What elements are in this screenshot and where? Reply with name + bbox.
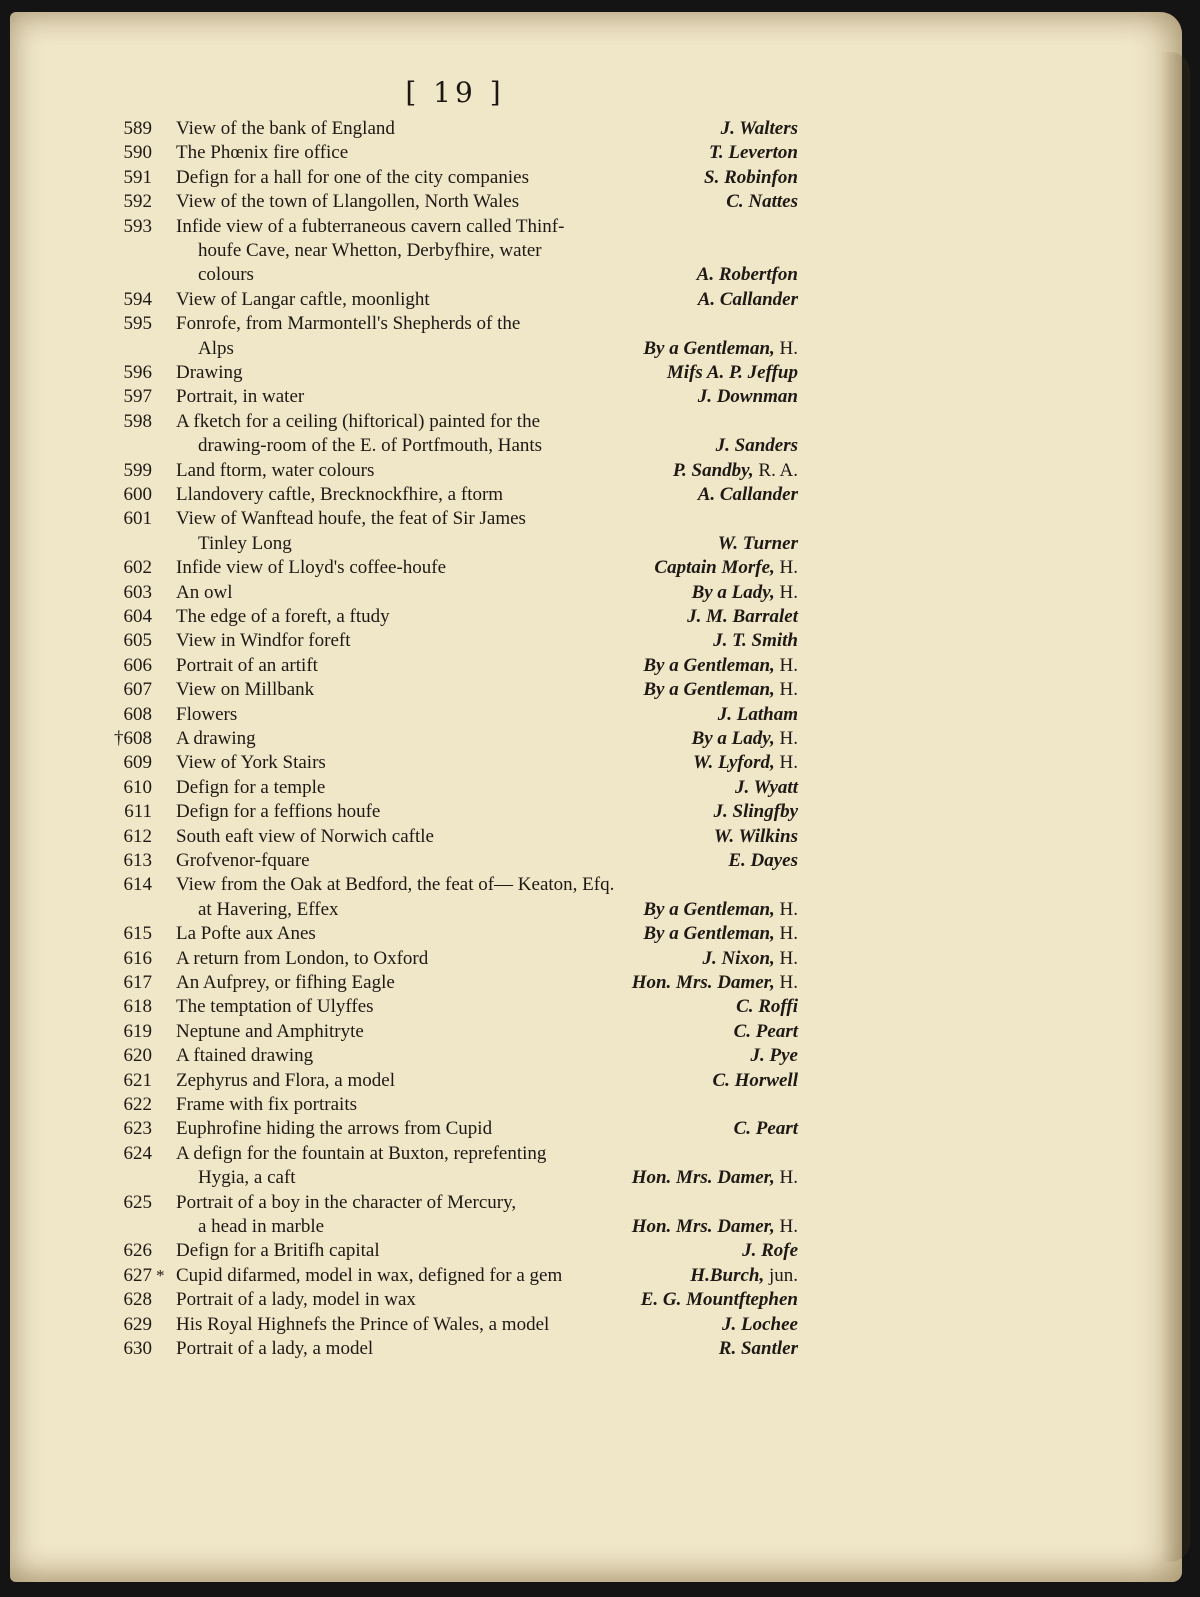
entry-title: Neptune and Amphitryte xyxy=(176,1020,364,1042)
entry-artist xyxy=(735,776,798,800)
entry-title: View of York Stairs xyxy=(176,752,326,774)
entry-artist xyxy=(734,1020,798,1044)
entry-artist xyxy=(712,1069,798,1093)
entry-artist xyxy=(718,532,798,556)
entry-number: 614 xyxy=(123,874,152,896)
entry-line xyxy=(0,312,1200,336)
entry-title: His Royal Highnefs the Prince of Wales, a model xyxy=(176,1313,550,1335)
artist-suffix: H. xyxy=(774,679,798,701)
entry-artist xyxy=(654,556,798,580)
entry-number: 598 xyxy=(123,410,152,432)
entry-artist xyxy=(632,971,798,995)
artist-suffix: H. xyxy=(774,947,798,969)
artist-name: W. Lyford, xyxy=(692,752,775,774)
artist-name: By a Lady, xyxy=(691,728,775,749)
artist-suffix: H. xyxy=(774,581,798,603)
entry-title: Land ftorm, water colours xyxy=(176,459,375,481)
entry-line xyxy=(0,654,1200,678)
entry-title: Defign for a hall for one of the city companies xyxy=(176,166,529,188)
artist-suffix: H. xyxy=(774,752,798,774)
artist-name: C. Peart xyxy=(733,1118,798,1140)
artist-name: W. Turner xyxy=(717,532,798,554)
artist-name: J. Rofe xyxy=(742,1240,798,1262)
artist-name: J. Downman xyxy=(697,386,798,408)
entry-line xyxy=(0,337,1200,361)
artist-name: J. Walters xyxy=(720,118,798,139)
entry-title: A drawing xyxy=(176,728,256,749)
entry-artist xyxy=(721,117,798,141)
entry-line xyxy=(0,1166,1200,1190)
entry-line xyxy=(0,532,1200,556)
entry-title: An Aufprey, or fifhing Eagle xyxy=(176,972,395,993)
entry-artist xyxy=(692,727,798,751)
entry-line xyxy=(0,873,1200,897)
entry-title: View of the bank of England xyxy=(176,118,395,139)
artist-name: T. Leverton xyxy=(708,142,798,164)
entry-number: 599 xyxy=(123,459,152,481)
artist-name: By a Lady, xyxy=(691,581,775,603)
entry-artist xyxy=(690,1264,798,1288)
entry-number: 613 xyxy=(123,850,152,871)
artist-name: By a Gentleman, xyxy=(643,679,775,701)
entry-line xyxy=(0,1069,1200,1093)
entry-artist xyxy=(742,1239,798,1263)
entry-artist xyxy=(632,1166,798,1190)
entry-number: 623 xyxy=(123,1118,152,1140)
entry-title: Infide view of a fubterraneous cavern called Thinf- xyxy=(176,215,565,237)
artist-name: Mifs A. P. Jeffup xyxy=(666,362,798,383)
artist-name: J. Nixon, xyxy=(702,947,775,969)
entry-number: 628 xyxy=(123,1289,152,1311)
entry-line xyxy=(0,776,1200,800)
entry-line xyxy=(0,385,1200,409)
entry-artist xyxy=(713,629,798,653)
entry-number: 612 xyxy=(123,825,152,847)
entry-line xyxy=(0,947,1200,971)
entry-number: 594 xyxy=(123,288,152,310)
entry-artist xyxy=(698,385,798,409)
entry-title: View of Wanftead houfe, the feat of Sir James xyxy=(176,508,526,530)
entry-title: An owl xyxy=(176,581,233,603)
entry-line xyxy=(0,361,1200,385)
entry-number: 610 xyxy=(123,776,152,798)
artist-name: Hon. Mrs. Damer, xyxy=(631,1167,775,1189)
page-header: [ 19 ] xyxy=(405,76,505,109)
entry-title: A defign for the fountain at Buxton, reprefenting xyxy=(176,1142,547,1164)
entry-number: 621 xyxy=(123,1069,152,1091)
artist-name: Captain Morfe, xyxy=(654,557,775,579)
artist-name: J. Sanders xyxy=(715,435,798,457)
entry-title: The edge of a foreft, a ftudy xyxy=(176,606,390,627)
entry-number: 616 xyxy=(123,947,152,969)
entry-title: Defign for a temple xyxy=(176,776,326,798)
entry-line xyxy=(0,751,1200,775)
entry-number: 604 xyxy=(123,606,152,627)
artist-name: By a Gentleman, xyxy=(643,923,775,945)
entry-title: Portrait of a lady, model in wax xyxy=(176,1289,416,1311)
entry-line xyxy=(0,1288,1200,1312)
entry-number: 629 xyxy=(123,1313,152,1335)
artist-suffix: H. xyxy=(774,1216,798,1237)
entry-title: Portrait, in water xyxy=(176,386,305,408)
entry-artist xyxy=(687,605,798,629)
artist-suffix: H. xyxy=(774,728,798,749)
entry-line xyxy=(0,629,1200,653)
entry-line xyxy=(0,800,1200,824)
entry-line xyxy=(0,678,1200,702)
entry-line xyxy=(0,141,1200,165)
entry-title: A fketch for a ceiling (hiftorical) painted for the xyxy=(176,410,541,432)
entry-title: Flowers xyxy=(176,703,238,725)
entry-title: colours xyxy=(198,264,254,286)
entry-number: 606 xyxy=(123,654,152,676)
entry-title: houfe Cave, near Whetton, Derbyfhire, water xyxy=(198,240,542,261)
entry-title: The Phœnix fire office xyxy=(176,142,349,164)
entry-artist xyxy=(692,581,798,605)
artist-name: J. M. Barralet xyxy=(687,606,798,627)
entry-line xyxy=(0,483,1200,507)
entry-line xyxy=(0,410,1200,434)
entry-artist xyxy=(709,141,798,165)
artist-suffix: H. xyxy=(774,1167,798,1189)
entry-artist xyxy=(704,166,798,190)
entry-artist xyxy=(718,703,798,727)
entry-artist xyxy=(719,1337,798,1361)
entry-number: 596 xyxy=(123,362,152,383)
entry-title: Frame with fix portraits xyxy=(176,1094,357,1115)
entry-line xyxy=(0,922,1200,946)
entry-title: A ftained drawing xyxy=(176,1045,314,1067)
entry-title: a head in marble xyxy=(198,1216,325,1237)
entry-number: 602 xyxy=(123,557,152,579)
entry-artist xyxy=(643,678,798,702)
entry-number: 617 xyxy=(123,972,152,993)
entry-title: Fonrofe, from Marmontell's Shepherds of the xyxy=(176,313,521,335)
artist-name: C. Peart xyxy=(733,1020,798,1042)
entry-line xyxy=(0,581,1200,605)
entry-title: View of Langar caftle, moonlight xyxy=(176,288,430,310)
artist-name: C. Nattes xyxy=(726,191,798,213)
entry-number: 627 xyxy=(123,1264,152,1286)
artist-name: C. Roffi xyxy=(736,996,798,1018)
entry-line xyxy=(0,434,1200,458)
entry-title: View from the Oak at Bedford, the feat of— Keaton, Efq. xyxy=(176,874,615,896)
artist-name: A. Robertfon xyxy=(696,264,798,286)
entry-number: 624 xyxy=(123,1142,152,1164)
artist-name: By a Gentleman, xyxy=(643,654,775,676)
artist-name: J. Latham xyxy=(717,703,798,725)
artist-name: W. Wilkins xyxy=(713,825,798,847)
artist-suffix: H. xyxy=(774,557,798,579)
entry-number: 593 xyxy=(123,215,152,237)
entry-line xyxy=(0,215,1200,239)
entry-artist xyxy=(728,849,798,873)
entry-line xyxy=(0,971,1200,995)
artist-name: E. Dayes xyxy=(728,850,798,871)
artist-suffix: H. xyxy=(774,898,798,920)
entry-number: 605 xyxy=(123,630,152,652)
entry-number: 589 xyxy=(123,118,152,139)
entry-artist xyxy=(734,1117,798,1141)
artist-name: Hon. Mrs. Damer, xyxy=(631,1216,775,1237)
entry-artist xyxy=(751,1044,798,1068)
asterisk-mark: * xyxy=(156,1265,165,1285)
entry-title: View in Windfor foreft xyxy=(176,630,351,652)
entry-title: Defign for a Britifh capital xyxy=(176,1240,380,1262)
entry-number: 601 xyxy=(123,508,152,530)
artist-name: S. Robinfon xyxy=(704,166,798,188)
entry-line xyxy=(0,727,1200,751)
entry-line xyxy=(0,1020,1200,1044)
entry-title: Drawing xyxy=(176,362,243,383)
entry-line xyxy=(0,849,1200,873)
entry-line xyxy=(0,288,1200,312)
entry-number: 597 xyxy=(123,386,152,408)
entry-title: Llandovery caftle, Brecknockfhire, a ftorm xyxy=(176,484,504,505)
entry-artist xyxy=(722,1313,798,1337)
entry-number: 595 xyxy=(123,313,152,335)
entry-title: View on Millbank xyxy=(176,679,315,701)
entry-title: Portrait of an artift xyxy=(176,654,318,676)
entry-number: 590 xyxy=(123,142,152,164)
entry-line xyxy=(0,556,1200,580)
entry-artist xyxy=(736,995,798,1019)
entry-number: 611 xyxy=(124,801,152,823)
entry-artist xyxy=(643,922,798,946)
entry-artist xyxy=(641,1288,798,1312)
entry-artist xyxy=(698,288,798,312)
entry-title: Tinley Long xyxy=(198,532,292,554)
entry-number xyxy=(60,727,152,751)
artist-suffix: H. xyxy=(774,923,798,945)
entry-number: 630 xyxy=(123,1338,152,1359)
entry-number: 592 xyxy=(123,191,152,213)
artist-name: E. G. Mountftephen xyxy=(640,1289,798,1311)
entry-artist xyxy=(632,1215,798,1239)
artist-suffix: H. xyxy=(774,972,798,993)
entry-artist xyxy=(643,898,798,922)
entry-line xyxy=(0,263,1200,287)
artist-name: A. Callander xyxy=(697,484,798,505)
entry-artist xyxy=(698,483,798,507)
artist-name: R. Santler xyxy=(718,1338,798,1359)
entry-artist xyxy=(697,263,798,287)
entry-number: 622 xyxy=(123,1094,152,1115)
entry-title: La Pofte aux Anes xyxy=(176,923,316,945)
entry-number: 620 xyxy=(123,1045,152,1067)
entry-artist xyxy=(667,361,798,385)
entry-number: 600 xyxy=(123,484,152,505)
entry-number: 607 xyxy=(123,679,152,701)
entry-line xyxy=(0,239,1200,263)
entry-title: A return from London, to Oxford xyxy=(176,947,429,969)
entry-number-digits: 608 xyxy=(123,728,152,749)
entry-line xyxy=(0,190,1200,214)
entry-line xyxy=(0,1093,1200,1117)
entry-title: View of the town of Llangollen, North Wales xyxy=(176,191,520,213)
entry-line xyxy=(0,1215,1200,1239)
entry-line xyxy=(0,117,1200,141)
entry-line xyxy=(0,1264,1200,1288)
entry-title: South eaft view of Norwich caftle xyxy=(176,825,434,847)
entry-number: 608 xyxy=(123,703,152,725)
entry-line xyxy=(0,605,1200,629)
entry-title: Alps xyxy=(198,337,234,359)
entry-artist xyxy=(726,190,798,214)
artist-name: C. Horwell xyxy=(712,1069,798,1091)
artist-suffix: H. xyxy=(774,337,798,359)
entry-title: Grofvenor-fquare xyxy=(176,850,310,871)
entry-number: 603 xyxy=(123,581,152,603)
dagger-mark: † xyxy=(114,728,124,749)
entry-line xyxy=(0,507,1200,531)
artist-name: Hon. Mrs. Damer, xyxy=(631,972,775,993)
artist-name: P. Sandby, xyxy=(672,459,754,481)
entry-title: Infide view of Lloyd's coffee-houfe xyxy=(176,557,447,579)
entry-line xyxy=(0,1337,1200,1361)
entry-line xyxy=(0,1239,1200,1263)
entry-number: 626 xyxy=(123,1240,152,1262)
entry-number: 591 xyxy=(123,166,152,188)
entry-artist xyxy=(714,800,798,824)
artist-name: J. T. Smith xyxy=(713,630,798,652)
entry-line xyxy=(0,1313,1200,1337)
artist-name: J. Slingfby xyxy=(713,801,798,823)
entry-artist xyxy=(714,825,798,849)
artist-name: J. Lochee xyxy=(722,1313,798,1335)
entry-line xyxy=(0,1117,1200,1141)
artist-name: A. Callander xyxy=(697,288,798,310)
entry-title: Euphrofine hiding the arrows from Cupid xyxy=(176,1118,493,1140)
artist-suffix: R. A. xyxy=(753,459,798,481)
entry-artist xyxy=(643,337,798,361)
entry-title: Cupid difarmed, model in wax, defigned for a gem xyxy=(176,1264,563,1286)
entry-number: 618 xyxy=(123,996,152,1018)
entry-title: Hygia, a caft xyxy=(198,1167,296,1189)
entry-line xyxy=(0,166,1200,190)
entry-artist xyxy=(693,751,798,775)
entry-number: 615 xyxy=(123,923,152,945)
entry-title: Portrait of a boy in the character of Mercury, xyxy=(176,1191,517,1213)
artist-suffix: jun. xyxy=(764,1264,798,1286)
artist-suffix: H. xyxy=(774,654,798,676)
artist-name: By a Gentleman, xyxy=(643,337,775,359)
entry-line xyxy=(0,1191,1200,1215)
entry-artist xyxy=(643,654,798,678)
entry-line xyxy=(0,703,1200,727)
entry-title: Zephyrus and Flora, a model xyxy=(176,1069,395,1091)
entry-number: 625 xyxy=(123,1191,152,1213)
entry-line xyxy=(0,1142,1200,1166)
entry-title: The temptation of Ulyffes xyxy=(176,996,374,1018)
artist-name: H.Burch, xyxy=(690,1264,765,1286)
entry-title: at Havering, Effex xyxy=(198,898,339,920)
entry-line xyxy=(0,459,1200,483)
entry-artist xyxy=(716,434,798,458)
artist-name: J. Wyatt xyxy=(735,776,798,798)
entry-line xyxy=(0,898,1200,922)
entry-title: Defign for a feffions houfe xyxy=(176,801,381,823)
entry-title: Portrait of a lady, a model xyxy=(176,1338,374,1359)
artist-name: By a Gentleman, xyxy=(643,898,775,920)
entry-artist xyxy=(673,459,798,483)
entry-number: 609 xyxy=(123,752,152,774)
entry-number: 619 xyxy=(123,1020,152,1042)
entry-line xyxy=(0,995,1200,1019)
entry-title: drawing-room of the E. of Portfmouth, Hants xyxy=(198,435,543,457)
entry-line xyxy=(0,1044,1200,1068)
entry-artist xyxy=(702,947,798,971)
entry-line xyxy=(0,825,1200,849)
artist-name: J. Pye xyxy=(750,1045,798,1067)
